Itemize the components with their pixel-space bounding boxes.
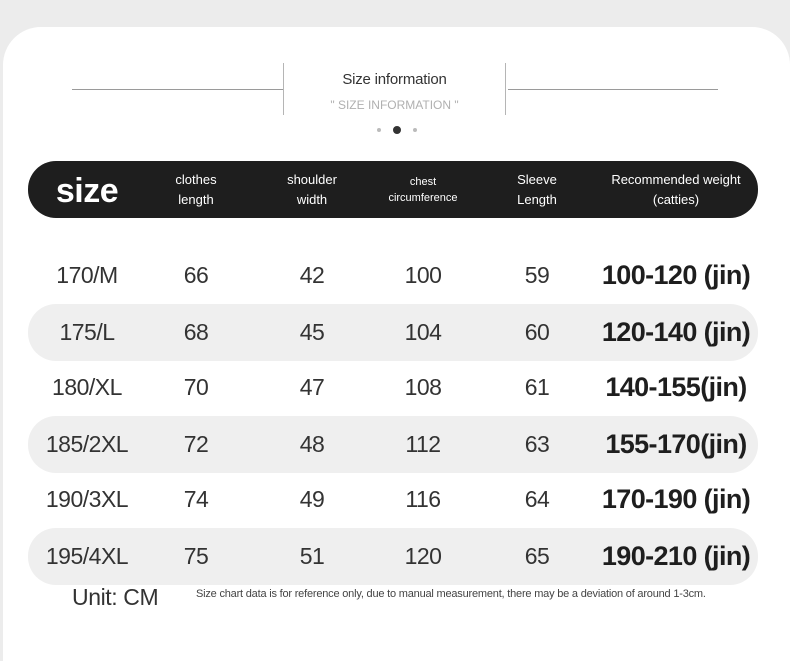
cell-size: 180/XL — [52, 374, 122, 400]
table-row — [28, 471, 758, 528]
divider-right — [508, 89, 718, 90]
cell-chest: 104 — [404, 319, 442, 345]
dot-indicator — [413, 128, 417, 132]
header-shoulder-width: shoulder width — [287, 171, 337, 207]
table-header — [28, 161, 758, 218]
section-title: Size information — [342, 71, 447, 88]
cell-clothes-length: 75 — [183, 543, 209, 569]
cell-shoulder-width: 49 — [299, 486, 325, 512]
cell-size: 170/M — [56, 262, 118, 288]
header-recommended-weight: Recommended weight (catties) — [611, 171, 741, 207]
cell-size: 190/3XL — [45, 486, 129, 512]
cell-clothes-length: 74 — [183, 486, 209, 512]
cell-weight: 155-170(jin) — [605, 429, 747, 459]
disclaimer-note: Size chart data is for reference only, due to manual measurement, there may be a deviation of around 1-3cm. — [196, 588, 706, 600]
table-row — [28, 359, 758, 416]
cell-sleeve: 60 — [524, 319, 550, 345]
table-row — [28, 528, 758, 585]
cell-shoulder-width: 42 — [299, 262, 325, 288]
cell-chest: 112 — [405, 431, 441, 457]
cell-shoulder-width: 48 — [299, 431, 325, 457]
table-row — [28, 416, 758, 473]
divider-left — [72, 89, 283, 90]
cell-sleeve: 64 — [524, 486, 550, 512]
cell-size: 175/L — [59, 319, 115, 345]
carousel-dots — [3, 126, 790, 134]
cell-size: 195/4XL — [45, 543, 129, 569]
cell-weight: 170-190 (jin) — [601, 484, 751, 514]
table-row — [28, 247, 758, 304]
cell-shoulder-width: 45 — [299, 319, 325, 345]
dot-indicator — [377, 128, 381, 132]
unit-label: Unit: CM — [72, 584, 159, 610]
table-row — [28, 304, 758, 361]
cell-sleeve: 63 — [524, 431, 550, 457]
cell-clothes-length: 68 — [183, 319, 209, 345]
cell-chest: 116 — [405, 486, 441, 512]
cell-weight: 140-155(jin) — [605, 372, 747, 402]
cell-weight: 190-210 (jin) — [601, 541, 751, 571]
header-sleeve-length: Sleeve Length — [517, 171, 557, 207]
cell-shoulder-width: 47 — [299, 374, 325, 400]
cell-clothes-length: 72 — [183, 431, 209, 457]
cell-clothes-length: 70 — [183, 374, 209, 400]
cell-clothes-length: 66 — [183, 262, 209, 288]
cell-weight: 120-140 (jin) — [601, 317, 751, 347]
header-clothes-length: clothes length — [175, 171, 217, 207]
section-subtitle: " SIZE INFORMATION " — [330, 98, 459, 112]
cell-size: 185/2XL — [45, 431, 129, 457]
header-chest-circumference: chest circumference — [388, 175, 458, 204]
cell-sleeve: 61 — [524, 374, 550, 400]
cell-chest: 120 — [404, 543, 442, 569]
cell-sleeve: 65 — [524, 543, 550, 569]
bracket-right — [505, 63, 506, 115]
cell-chest: 100 — [404, 262, 442, 288]
cell-weight: 100-120 (jin) — [601, 260, 751, 290]
cell-shoulder-width: 51 — [299, 543, 325, 569]
cell-sleeve: 59 — [524, 262, 550, 288]
dot-indicator-active — [393, 126, 401, 134]
cell-chest: 108 — [404, 374, 442, 400]
header-size: size — [55, 172, 119, 210]
size-info-header — [3, 27, 790, 167]
